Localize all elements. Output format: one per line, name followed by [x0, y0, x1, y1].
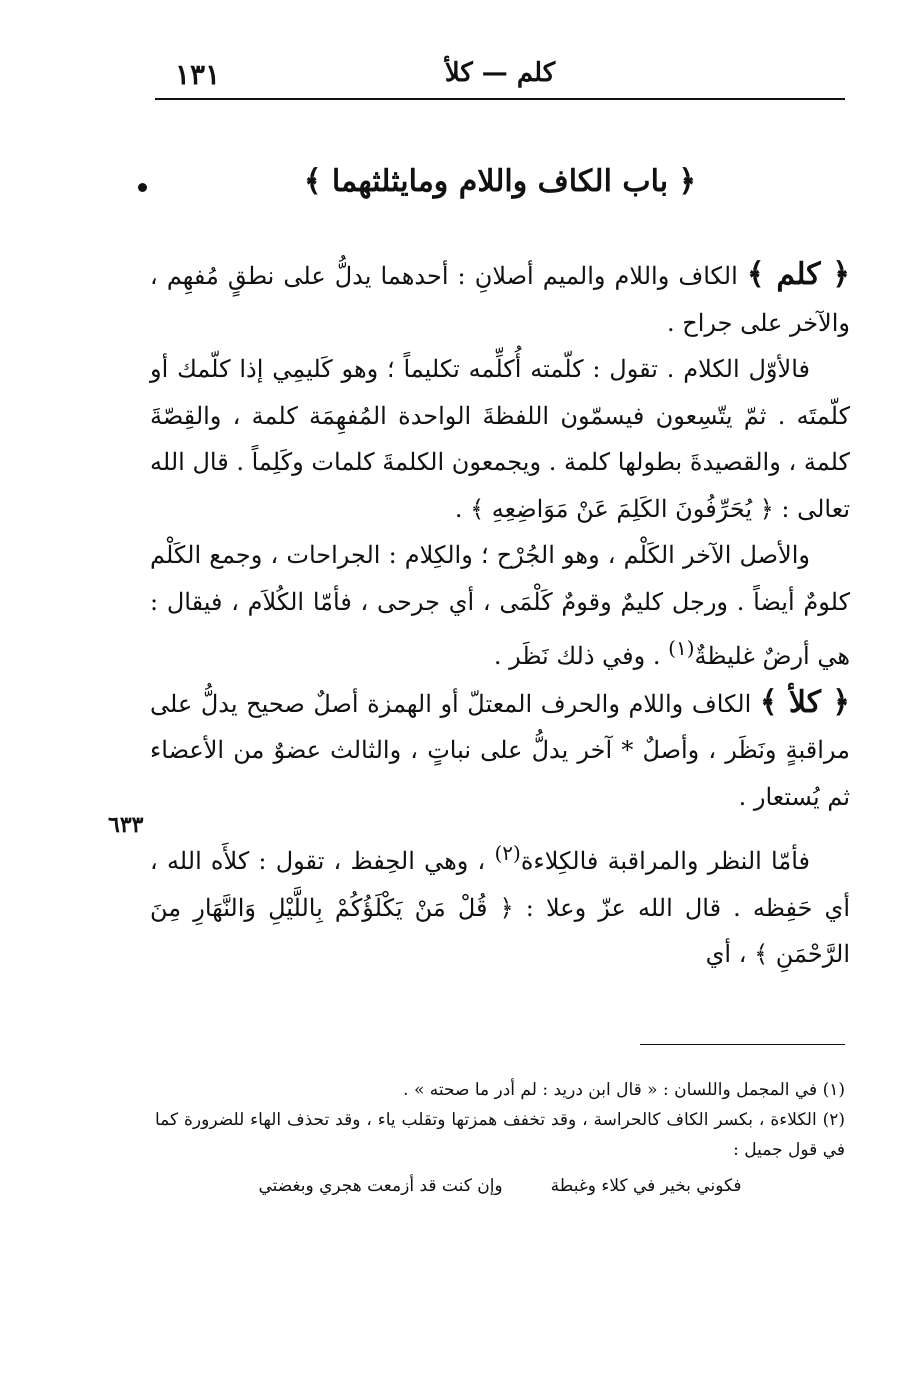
- paragraph-kilaa: [150, 830, 850, 978]
- paragraph-text: فالأوّل الكلام . تقول : كلّمته أُكلِّمه تكليماً ؛ وهو كَليمِي إذا كلّمك أو كلّمتَه . ثمّ يتّسِعون فيسمّون اللفظةَ الواحدة المُفهِمَة كلمة ، والقِصّةَ كلمة ، والقصيدةَ بطولها كلمة . ويجمعون الكلمةَ كلمات وكَلِماً . قال الله تعالى : ﴿ يُحَرِّفُونَ الكَلِمَ عَنْ مَوَاضِعِهِ ﴾ .: [150, 355, 850, 523]
- bullet-mark: [138, 183, 147, 192]
- margin-page-number: ٦٣٣: [108, 812, 144, 838]
- verse-line: [155, 1171, 845, 1201]
- page-header: [155, 52, 845, 100]
- footnote-1: (١) في المجمل واللسان : « قال ابن دريد : لم أدر ما صحته » .: [403, 1080, 845, 1100]
- paragraph-first-root: [150, 346, 850, 532]
- page-number: ١٣١: [175, 58, 221, 91]
- paragraph-text: . وفي ذلك نَظَر .: [493, 642, 669, 670]
- paragraph-text: ، وهي الحِفظ ، تقول : كلأَه الله ، أي حَفِظه . قال الله عزّ وعلا : ﴿ قُلْ مَنْ يَكْلَؤُكُمْ بِاللَّيْلِ وَالنَّهَارِ مِنَ الرَّحْمَنِ ﴾ ، أي: [150, 847, 850, 968]
- lemma-heading: ﴿ كلأ ﴾: [759, 684, 850, 720]
- entry-kala: [150, 680, 850, 821]
- entry-text: الكاف واللام والميم أصلانِ : أحدهما يدلُّ على نطقٍ مُفهِم ، والآخر على جراح .: [150, 262, 850, 337]
- verse-hemistich-2: وإن كنت قد أزمعت هجري وبغضتي: [258, 1176, 503, 1196]
- lemma-heading: ﴿ كلم ﴾: [746, 257, 850, 292]
- footnote-reference[interactable]: (٢): [494, 841, 521, 865]
- paragraph-text: والأصل الآخر الكَلْم ، وهو الجُرْح ؛ والكِلام : الجراحات ، وجمع الكَلْم كلومٌ أيضاً . ورجل كليمٌ وقومٌ كَلْمَى ، أي جرحى ، فأمّا الكُلاَم ، فيقال : هي أرضٌ غليظةٌ: [150, 541, 850, 670]
- footnote-separator: [640, 1044, 845, 1045]
- entry-kalam: [150, 252, 850, 346]
- verse-hemistich-1: فكوني بخير في كلاء وغبطة: [550, 1176, 742, 1196]
- main-text: [150, 252, 850, 978]
- running-head: كلم — كلأ: [444, 58, 556, 88]
- entry-text: الكاف واللام والحرف المعتلّ أو الهمزة أصلٌ صحيح يدلُّ على مراقبةٍ ونَظَر ، وأصلٌ * آخر يدلُّ على نباتٍ ، والثالث عضوٌ من الأعضاء ثم يُستعار .: [150, 689, 850, 811]
- footnotes: [155, 1075, 845, 1201]
- chapter-title: ﴿ باب الكاف واللام ومايثلثهما ﴾: [303, 164, 697, 199]
- paragraph-second-root: [150, 532, 850, 680]
- footnote-2: (٢) الكلاءة ، بكسر الكاف كالحراسة ، وقد تخفف همزتها وتقلب ياء ، وقد تحذف الهاء للضرورة كما في قول جميل :: [155, 1110, 845, 1160]
- paragraph-text: فأمّا النظر والمراقبة فالكِلاءة: [520, 847, 810, 875]
- footnote-reference[interactable]: (١): [668, 636, 695, 660]
